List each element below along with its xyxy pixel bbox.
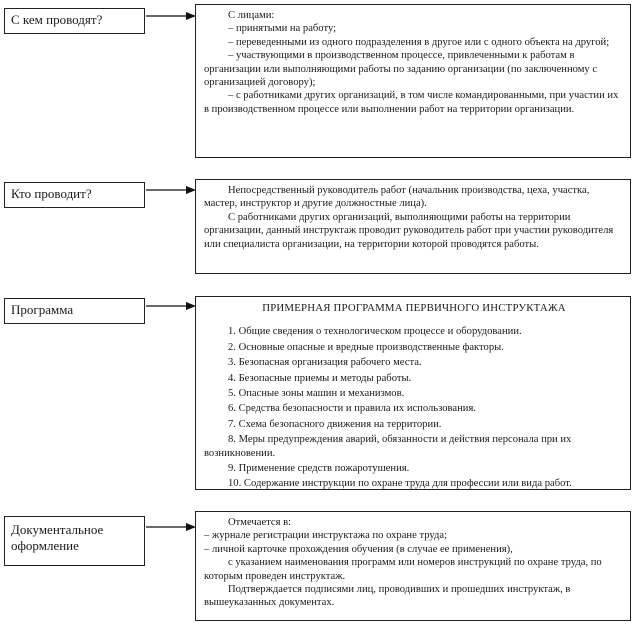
who-with-intro: С лицами: [228, 10, 275, 21]
label-who-conducts [4, 182, 145, 208]
arrow-right-icon [146, 11, 196, 21]
program-item: 5. Опасные зоны машин и механизмов. [228, 388, 405, 400]
who-with-item-transferred: – переведенными из одного подразделения в другое или с одного объекта на другой; [228, 36, 610, 48]
arrow-right-icon [146, 185, 196, 195]
label-documentation [4, 516, 145, 566]
documentation-intro: Отмечается в: [228, 517, 292, 528]
content-program [195, 296, 631, 490]
program-heading: ПРИМЕРНАЯ ПРОГРАММА ПЕРВИЧНОГО ИНСТРУКТАЖА [262, 302, 566, 314]
program-item: 4. Безопасные приемы и методы работы. [228, 372, 412, 384]
program-list [204, 325, 624, 490]
who-conducts-supervisor: Непосредственный руководитель работ (начальник производства, цеха, участка, мастер, инструктор и другие должностные лица). [204, 185, 590, 210]
label-who-with [4, 8, 145, 34]
who-conducts-other-orgs: С работниками других организаций, выполняющими работы на территории организации, данный инструктаж проводит руководитель работ при участии руководителя или специалиста организации, на территории которой проводятся работы. [204, 211, 614, 250]
label-who-conducts-text: Кто проводит? [11, 186, 92, 201]
label-who-with-text: С кем проводят? [11, 12, 103, 27]
arrow-right-icon [146, 522, 196, 532]
program-item: 3. Безопасная организация рабочего места. [228, 357, 422, 369]
arrow-right-icon [146, 301, 196, 311]
content-who-with [195, 4, 631, 158]
program-item: 2. Основные опасные и вредные производственные факторы. [228, 341, 504, 353]
label-program [4, 298, 145, 324]
program-item: 1. Общие сведения о технологическом процессе и оборудовании. [228, 326, 522, 338]
label-program-text: Программа [11, 302, 74, 317]
documentation-signatures: Подтверждается подписями лиц, проводивших и прошедших инструктаж, в вышеуказанных документах. [204, 584, 571, 609]
program-item: 8. Меры предупреждения аварий, обязанности и действия персонала при их возникновении. [204, 434, 572, 459]
content-who-conducts [195, 179, 631, 274]
program-item: 9. Применение средств пожаротушения. [228, 463, 410, 475]
documentation-program-note: с указанием наименования программ или номеров инструкций по охране труда, по которым проведен инструктаж. [204, 557, 602, 582]
who-with-item-hired: – принятыми на работу; [228, 23, 337, 35]
documentation-card: – личной карточке прохождения обучения (в случае ее применения), [204, 543, 513, 555]
who-with-item-other-orgs: – с работниками других организаций, в том числе командированными, при участии их в производственном процессе или выполнении работ на территории организации. [204, 90, 619, 115]
program-item: 6. Средства безопасности и правила их использования. [228, 403, 476, 415]
content-documentation [195, 511, 631, 621]
program-item: 7. Схема безопасного движения на территории. [228, 418, 442, 430]
program-item: 10. Содержание инструкции по охране труда для профессии или вида работ. [228, 478, 572, 490]
label-documentation-text: Документальное оформление [11, 522, 104, 553]
who-with-item-participating: – участвующими в производственном процессе, привлеченными к работам в организации или выполняющими работы по заданию организации (по заключенному с организацией договору); [204, 50, 598, 89]
documentation-journal: – журнале регистрации инструктажа по охране труда; [204, 530, 448, 542]
